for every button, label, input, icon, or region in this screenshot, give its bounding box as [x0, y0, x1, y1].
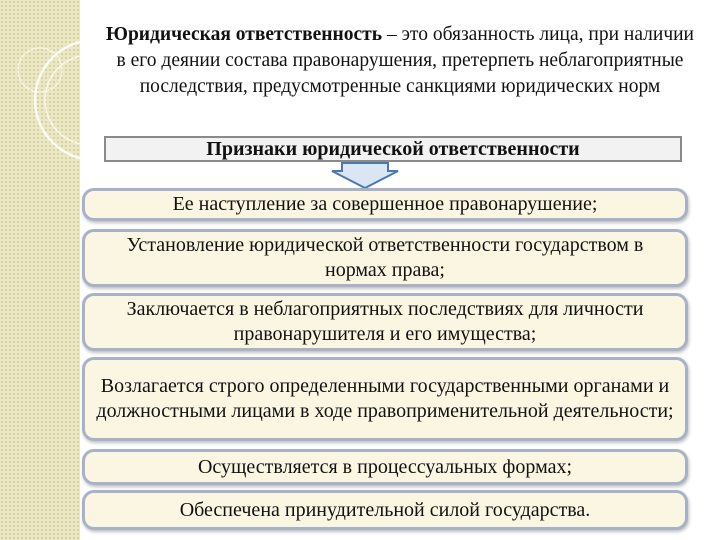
definition-body: – это обязанность лица, при наличии в его деянии состава правонарушения, претерпеть неблагоприятные последствия, предусмотренные санкциями юридических норм	[116, 24, 694, 97]
definition-text	[100, 22, 700, 100]
feature-item-5: Осуществляется в процессуальных формах;	[82, 449, 688, 485]
decorative-circles	[0, 0, 80, 540]
feature-item-3: Заключается в неблагоприятных последствиях для личности правонарушителя и его имущества;	[82, 293, 688, 351]
feature-item-4: Возлагается строго определенными государственными органами и должностными лицами в ходе правоприменительной деятельности;	[82, 357, 688, 441]
down-arrow-icon	[330, 162, 400, 190]
feature-item-6: Обеспечена принудительной силой государства.	[82, 490, 688, 530]
decorative-side-strip	[0, 0, 80, 540]
features-heading: Признаки юридической ответственности	[104, 136, 682, 162]
feature-item-1: Ее наступление за совершенное правонарушение;	[82, 188, 688, 221]
definition-term: Юридическая ответственность	[106, 24, 383, 45]
feature-item-2: Установление юридической ответственности государством в нормах права;	[82, 229, 688, 287]
